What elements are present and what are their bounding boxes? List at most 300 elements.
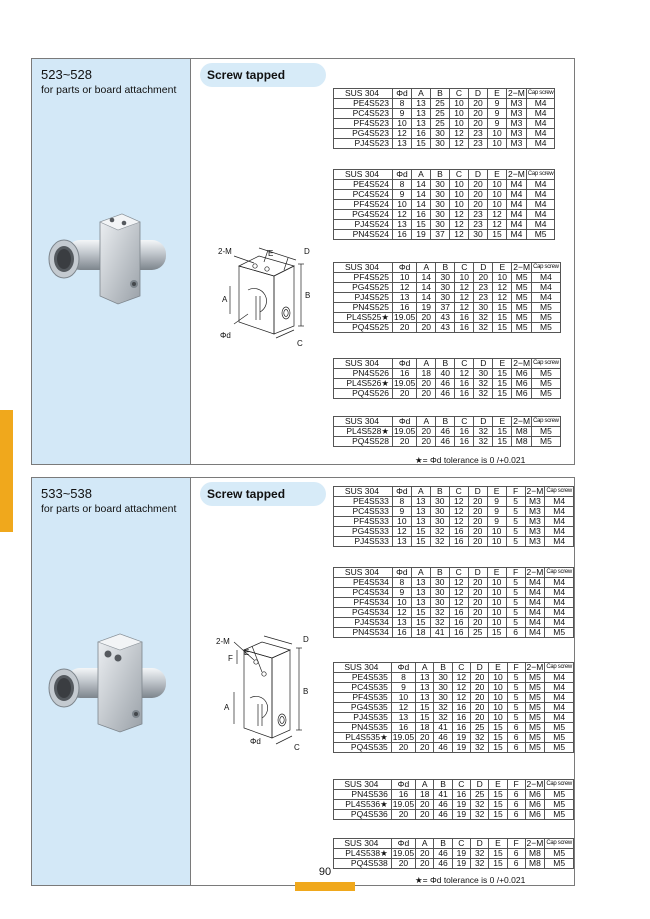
value-cell: 5	[506, 517, 525, 527]
header-cell: A	[417, 359, 436, 369]
value-cell: M5	[545, 810, 574, 820]
header-cell: B	[434, 780, 452, 790]
table-row	[334, 200, 555, 210]
value-cell: 5	[507, 683, 525, 693]
part-number-cell: PJ4S523	[334, 139, 393, 149]
part-number-cell: PN4S524	[334, 230, 393, 240]
value-cell: 20	[417, 323, 436, 333]
label-a: A	[224, 703, 230, 712]
value-cell: 12	[493, 293, 512, 303]
table-row	[334, 190, 555, 200]
value-cell: 30	[430, 517, 449, 527]
value-cell: 30	[430, 507, 449, 517]
value-cell: 10	[487, 578, 506, 588]
value-cell: M5	[525, 733, 545, 743]
value-cell: 32	[430, 618, 449, 628]
table-row	[334, 497, 574, 507]
value-cell: 46	[434, 849, 452, 859]
value-cell: 8	[392, 578, 411, 588]
value-cell: M4	[526, 119, 555, 129]
value-cell: 30	[436, 273, 455, 283]
value-cell: M4	[526, 139, 555, 149]
header-cell: Φd	[393, 170, 412, 180]
value-cell: 20	[416, 743, 434, 753]
value-cell: 14	[417, 283, 436, 293]
value-cell: 10	[487, 598, 506, 608]
value-cell: 20	[416, 849, 434, 859]
value-cell: 15	[411, 618, 430, 628]
value-cell: 20	[417, 313, 436, 323]
part-number-cell: PC4S524	[334, 190, 393, 200]
value-cell: M3	[507, 109, 527, 119]
value-cell: M3	[525, 527, 545, 537]
value-cell: 30	[434, 673, 452, 683]
header-cell: E	[489, 780, 507, 790]
value-cell: M4	[532, 293, 561, 303]
value-cell: M5	[545, 723, 574, 733]
value-cell: 10	[450, 190, 469, 200]
value-cell: 15	[489, 743, 507, 753]
value-cell: M5	[512, 293, 532, 303]
value-cell: 10	[392, 598, 411, 608]
value-cell: 12	[391, 703, 415, 713]
value-cell: 20	[468, 578, 487, 588]
value-cell: 32	[430, 527, 449, 537]
value-cell: M4	[507, 200, 527, 210]
part-number-cell: PC4S523	[334, 109, 393, 119]
value-cell: 16	[393, 230, 412, 240]
value-cell: 10	[487, 618, 506, 628]
header-cell: D	[471, 663, 489, 673]
value-cell: M4	[507, 180, 527, 190]
section-subtitle: for parts or board attachment	[41, 84, 177, 96]
header-cell: B	[436, 359, 455, 369]
value-cell: 5	[507, 693, 525, 703]
value-cell: 32	[430, 537, 449, 547]
value-cell: M4	[526, 220, 555, 230]
part-number-cell: PJ4S525	[334, 293, 393, 303]
header-cell: C	[455, 359, 474, 369]
header-cell: Φd	[391, 780, 415, 790]
value-cell: 12	[450, 230, 469, 240]
label-d: D	[303, 635, 309, 644]
value-cell: 10	[393, 119, 412, 129]
value-cell: 18	[417, 369, 436, 379]
part-number-cell: PF4S524	[334, 200, 393, 210]
value-cell: 30	[431, 190, 450, 200]
value-cell: 5	[506, 598, 525, 608]
value-cell: 12	[450, 139, 469, 149]
table-row	[334, 683, 574, 693]
value-cell: 19.05	[392, 799, 415, 809]
value-cell: 32	[434, 703, 452, 713]
table-row	[334, 379, 561, 389]
value-cell: 16	[455, 427, 474, 437]
value-cell: M4	[545, 578, 574, 588]
value-cell: 9	[392, 507, 411, 517]
value-cell: 8	[393, 180, 412, 190]
value-cell: 32	[474, 313, 493, 323]
header-cell: A	[416, 663, 434, 673]
part-number-cell: PQ4S535	[334, 743, 392, 753]
value-cell: 12	[449, 598, 468, 608]
value-cell: 20	[417, 389, 436, 399]
spec-table	[333, 567, 574, 638]
value-cell: M3	[525, 537, 545, 547]
value-cell: 10	[450, 109, 469, 119]
part-number-cell: PC4S533	[334, 507, 393, 517]
table-row	[334, 427, 561, 437]
header-cell: SUS 304	[334, 89, 393, 99]
header-cell: E	[488, 170, 507, 180]
value-cell: 20	[416, 733, 434, 743]
header-cell: 2−M	[526, 486, 544, 496]
value-cell: M5	[532, 427, 561, 437]
value-cell: 37	[431, 230, 450, 240]
section-subtitle: for parts or board attachment	[41, 503, 177, 515]
value-cell: 15	[412, 220, 431, 230]
table-row	[334, 507, 574, 517]
value-cell: 20	[391, 810, 415, 820]
table-row	[334, 790, 574, 800]
value-cell: 30	[434, 683, 452, 693]
header-cell: B	[434, 663, 452, 673]
value-cell: 23	[469, 210, 488, 220]
value-cell: 12	[455, 369, 474, 379]
value-cell: 12	[450, 210, 469, 220]
value-cell: 20	[468, 517, 487, 527]
header-cell: Φd	[392, 568, 411, 578]
spec-table	[333, 662, 574, 753]
dimension-diagram	[204, 628, 339, 753]
value-cell: M3	[507, 139, 527, 149]
header-cell: 2−M	[508, 169, 525, 179]
part-number-cell: PJ4S524	[334, 220, 393, 230]
value-cell: 46	[434, 743, 452, 753]
table-row	[334, 303, 561, 313]
value-cell: 32	[474, 323, 493, 333]
value-cell: 10	[450, 180, 469, 190]
table-header-row	[334, 780, 574, 790]
header-cell: E	[488, 89, 507, 99]
value-cell: 20	[468, 537, 487, 547]
header-cell: A	[412, 170, 431, 180]
header-cell: F	[507, 839, 525, 849]
value-cell: 14	[412, 190, 431, 200]
value-cell: 13	[411, 588, 430, 598]
part-number-cell: PJ4S533	[334, 537, 393, 547]
part-number-cell: PL4S525★	[334, 313, 393, 323]
header-cell: A	[416, 780, 434, 790]
header-cell: 2−M	[526, 567, 544, 577]
value-cell: M6	[512, 389, 532, 399]
table-row	[334, 210, 555, 220]
value-cell: 15	[489, 790, 507, 800]
value-cell: 20	[469, 99, 488, 109]
table-row	[334, 119, 555, 129]
value-cell: 6	[507, 810, 525, 820]
value-cell: 15	[416, 713, 434, 723]
value-cell: 13	[392, 537, 411, 547]
header-cell: D	[468, 487, 487, 497]
value-cell: M6	[512, 369, 532, 379]
part-number-cell: PF4S533	[334, 517, 393, 527]
value-cell: M5	[532, 303, 561, 313]
header-cell: A	[416, 839, 434, 849]
value-cell: 15	[489, 723, 507, 733]
value-cell: 16	[455, 389, 474, 399]
value-cell: 19	[452, 810, 470, 820]
value-cell: 13	[416, 673, 434, 683]
value-cell: 20	[468, 507, 487, 517]
section-info-panel	[32, 59, 191, 464]
value-cell: 20	[469, 200, 488, 210]
value-cell: 15	[493, 323, 512, 333]
value-cell: M4	[545, 527, 574, 537]
label-phi-d: Φd	[250, 737, 261, 746]
value-cell: 6	[507, 800, 525, 810]
value-cell: M5	[545, 800, 574, 810]
part-number-cell: PQ4S538	[334, 859, 392, 869]
value-cell: 9	[488, 109, 507, 119]
value-cell: 20	[393, 437, 417, 447]
label-e: E	[244, 648, 250, 657]
screw-tapped-badge: Screw tapped	[200, 482, 326, 506]
value-cell: 13	[393, 220, 412, 230]
table-row	[334, 849, 574, 859]
table-row	[334, 578, 574, 588]
value-cell: 13	[412, 109, 431, 119]
value-cell: 15	[493, 389, 512, 399]
header-cell: Cap screw	[532, 359, 561, 369]
header-cell: Cap screw	[545, 568, 574, 578]
label-d: D	[304, 247, 310, 256]
header-cell: B	[436, 417, 455, 427]
value-cell: 16	[449, 537, 468, 547]
value-cell: 10	[488, 129, 507, 139]
value-cell: 23	[469, 220, 488, 230]
value-cell: M5	[545, 743, 574, 753]
header-cell: SUS 304	[334, 839, 392, 849]
header-cell: SUS 304	[334, 359, 393, 369]
value-cell: 30	[434, 693, 452, 703]
value-cell: 5	[506, 507, 525, 517]
value-cell: 20	[471, 703, 489, 713]
table-row	[334, 99, 555, 109]
value-cell: M5	[525, 723, 545, 733]
label-a: A	[222, 295, 228, 304]
chapter-tab	[0, 410, 13, 532]
value-cell: 13	[393, 139, 412, 149]
value-cell: 12	[452, 673, 470, 683]
label-e: E	[268, 249, 274, 258]
value-cell: 32	[471, 859, 489, 869]
value-cell: M5	[512, 283, 532, 293]
header-cell: F	[506, 487, 525, 497]
value-cell: 20	[468, 608, 487, 618]
value-cell: M4	[526, 210, 555, 220]
value-cell: 23	[469, 129, 488, 139]
value-cell: M5	[545, 849, 574, 859]
value-cell: M4	[525, 598, 545, 608]
header-cell: B	[436, 263, 455, 273]
value-cell: M5	[545, 628, 574, 638]
value-cell: M8	[525, 859, 545, 869]
table-header-row	[334, 359, 561, 369]
value-cell: 16	[452, 790, 470, 800]
header-cell: 2−M	[526, 779, 544, 789]
value-cell: M4	[526, 99, 555, 109]
value-cell: 12	[449, 517, 468, 527]
spec-table	[333, 88, 555, 149]
part-number-cell: PQ4S536	[334, 810, 392, 820]
value-cell: 19	[452, 733, 470, 743]
value-cell: 20	[474, 273, 493, 283]
value-cell: M4	[507, 220, 527, 230]
header-cell: F	[506, 568, 525, 578]
value-cell: M5	[512, 273, 532, 283]
table-row	[334, 588, 574, 598]
value-cell: M4	[532, 273, 561, 283]
value-cell: 10	[487, 608, 506, 618]
value-cell: M5	[525, 703, 545, 713]
part-number-cell: PN4S526	[334, 369, 393, 379]
value-cell: 16	[449, 628, 468, 638]
value-cell: 8	[392, 497, 411, 507]
part-number-cell: PL4S528★	[334, 427, 393, 437]
value-cell: M5	[532, 389, 561, 399]
header-cell: 2−M	[526, 662, 544, 672]
header-cell: Cap screw	[545, 487, 574, 497]
table-header-row	[334, 487, 574, 497]
header-cell: SUS 304	[334, 417, 393, 427]
value-cell: M4	[526, 190, 555, 200]
value-cell: 18	[416, 790, 434, 800]
value-cell: 20	[417, 379, 436, 389]
value-cell: M5	[512, 323, 532, 333]
value-cell: 15	[411, 537, 430, 547]
value-cell: 10	[488, 139, 507, 149]
value-cell: 15	[487, 628, 506, 638]
header-cell: E	[487, 568, 506, 578]
value-cell: 20	[469, 109, 488, 119]
value-cell: M6	[525, 790, 545, 800]
value-cell: M5	[545, 790, 574, 800]
value-cell: M5	[532, 369, 561, 379]
value-cell: 46	[434, 800, 452, 810]
value-cell: 5	[507, 703, 525, 713]
header-cell: Φd	[393, 359, 417, 369]
label-f: F	[228, 654, 233, 663]
section-title: 523~528	[41, 67, 92, 82]
table-row	[334, 323, 561, 333]
header-cell: C	[455, 263, 474, 273]
header-cell: 2−M	[513, 358, 531, 368]
value-cell: 20	[417, 437, 436, 447]
value-cell: 23	[474, 283, 493, 293]
value-cell: 5	[506, 497, 525, 507]
value-cell: 10	[488, 190, 507, 200]
part-number-cell: PN4S534	[334, 628, 393, 638]
value-cell: 15	[493, 369, 512, 379]
part-number-cell: PC4S534	[334, 588, 393, 598]
value-cell: 15	[411, 527, 430, 537]
table-header-row	[334, 663, 574, 673]
header-cell: D	[471, 839, 489, 849]
value-cell: 9	[488, 119, 507, 129]
value-cell: 12	[449, 497, 468, 507]
value-cell: 25	[468, 628, 487, 638]
value-cell: 10	[489, 693, 507, 703]
header-cell: Φd	[392, 487, 411, 497]
part-number-cell: PL4S536★	[334, 800, 392, 810]
value-cell: M4	[545, 537, 574, 547]
value-cell: M4	[525, 578, 545, 588]
value-cell: 5	[507, 713, 525, 723]
value-cell: 20	[469, 190, 488, 200]
value-cell: 15	[489, 810, 507, 820]
value-cell: M5	[525, 713, 545, 723]
screw-tapped-badge: Screw tapped	[200, 63, 326, 87]
part-number-cell: PF4S535	[334, 693, 392, 703]
value-cell: 20	[468, 497, 487, 507]
header-cell: C	[452, 780, 470, 790]
value-cell: 5	[506, 618, 525, 628]
label-b: B	[305, 291, 311, 300]
value-cell: 46	[434, 733, 452, 743]
value-cell: 10	[489, 713, 507, 723]
value-cell: 6	[506, 628, 525, 638]
value-cell: 13	[411, 578, 430, 588]
value-cell: 20	[468, 598, 487, 608]
value-cell: 20	[393, 323, 417, 333]
value-cell: 40	[436, 369, 455, 379]
value-cell: 13	[411, 517, 430, 527]
header-cell: SUS 304	[334, 663, 392, 673]
part-number-cell: PC4S535	[334, 683, 392, 693]
value-cell: 23	[474, 293, 493, 303]
value-cell: 43	[436, 323, 455, 333]
value-cell: M4	[545, 673, 574, 683]
value-cell: 15	[411, 608, 430, 618]
label-c: C	[297, 339, 303, 348]
value-cell: 9	[391, 683, 415, 693]
value-cell: 12	[449, 578, 468, 588]
value-cell: 10	[489, 683, 507, 693]
value-cell: 19	[452, 800, 470, 810]
spec-table	[333, 358, 561, 399]
value-cell: 12	[450, 220, 469, 230]
value-cell: 12	[392, 527, 411, 537]
value-cell: 25	[471, 790, 489, 800]
value-cell: 30	[436, 283, 455, 293]
value-cell: M4	[545, 598, 574, 608]
value-cell: 15	[493, 437, 512, 447]
value-cell: 5	[507, 673, 525, 683]
table-row	[334, 220, 555, 230]
value-cell: 15	[489, 733, 507, 743]
table-row	[334, 673, 574, 683]
table-row	[334, 723, 574, 733]
header-cell: Φd	[393, 417, 417, 427]
value-cell: 15	[493, 427, 512, 437]
value-cell: 19	[452, 849, 470, 859]
value-cell: 37	[436, 303, 455, 313]
header-cell: A	[417, 417, 436, 427]
value-cell: 46	[434, 810, 452, 820]
value-cell: 30	[474, 303, 493, 313]
value-cell: 12	[455, 293, 474, 303]
